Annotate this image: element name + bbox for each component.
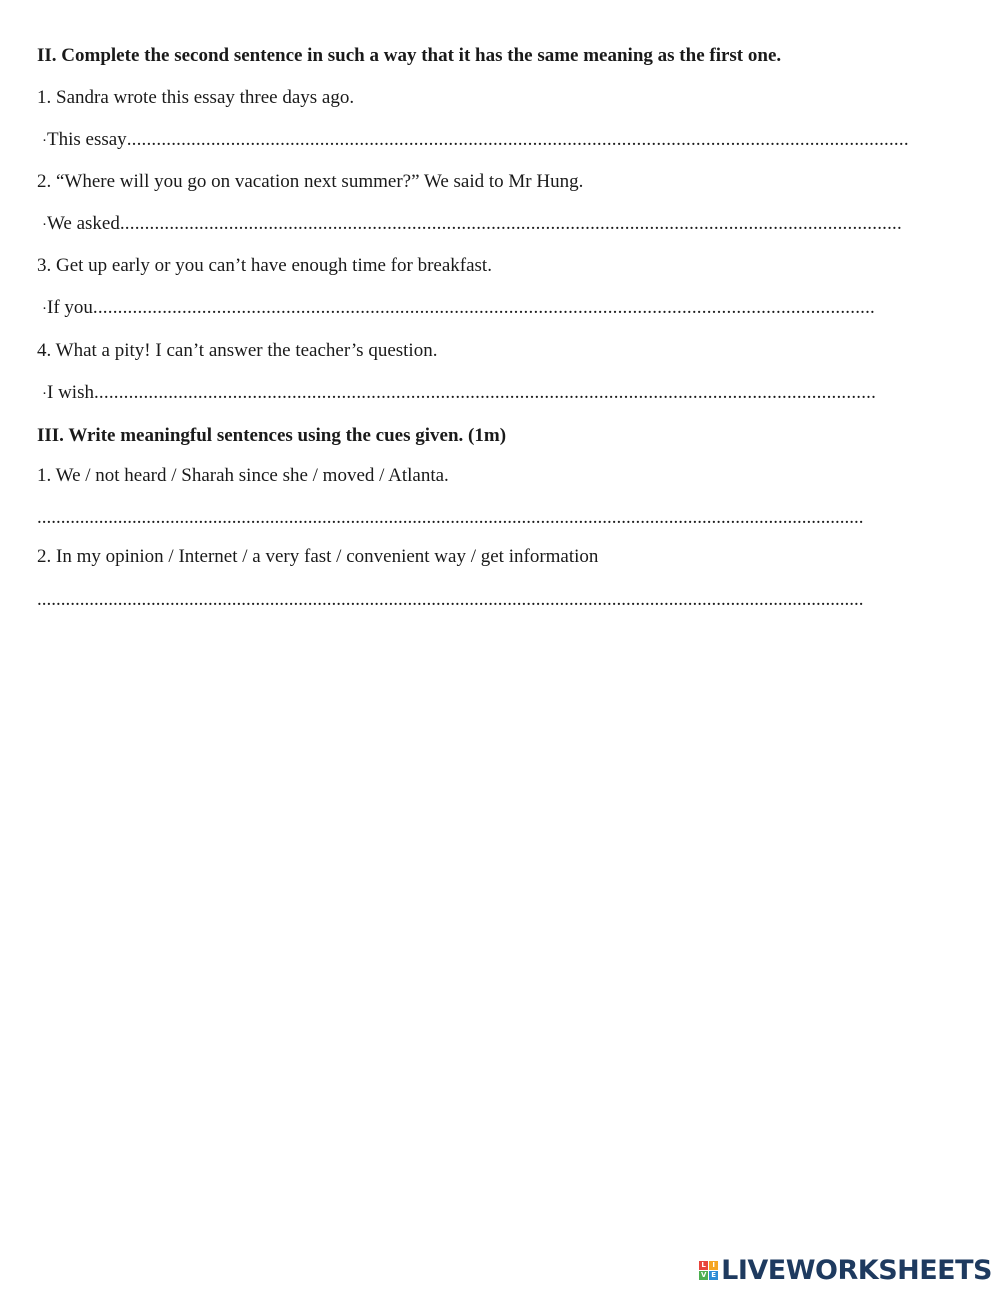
question-2-prompt: 2. “Where will you go on vacation next summer?” We said to Mr Hung. [37,171,584,192]
bullet-icon: · [42,386,47,402]
question-1-prompt: 1. Sandra wrote this essay three days ago. [37,87,355,108]
question-3-prompt: 3. Get up early or you can’t have enough time for breakfast. [37,255,492,276]
liveworksheets-logo[interactable] [699,1255,992,1285]
logo-square: E [709,1271,718,1280]
question-4-answer-input[interactable]: .............................................................................................................................................................. [93,382,877,403]
logo-square: L [699,1261,708,1270]
question-1-stem: This essay [47,129,127,150]
question-1-answer-input[interactable]: .............................................................................................................................................................. [126,129,909,150]
question-3-stem: If you [47,297,93,318]
bullet-icon: · [42,217,47,233]
logo-squares-icon [699,1261,718,1280]
bullet-icon: · [42,133,47,149]
question-2-stem: We asked [47,213,120,234]
question-2-answer-input[interactable]: .............................................................................................................................................................. [119,213,902,234]
question-3-answer-row [42,296,876,321]
question-3-answer-input[interactable]: .............................................................................................................................................................. [92,297,876,318]
question-2-answer-row [42,212,902,237]
cue-2-prompt: 2. In my opinion / Internet / a very fast / convenient way / get information [37,546,599,567]
logo-square: V [700,1270,707,1279]
logo-text: LIVEWORKSHEETS [721,1254,992,1286]
cue-1-answer-input[interactable]: .............................................................................................................................................................................. [37,507,864,528]
bullet-icon: · [42,301,47,317]
logo-square: I [709,1261,718,1270]
section-2-heading: II. Complete the second sentence in such a way that it has the same meaning as the first one. [37,45,782,66]
question-4-prompt: 4. What a pity! I can’t answer the teacher’s question. [37,340,438,361]
question-4-stem: I wish [47,382,94,403]
question-4-answer-row [42,381,877,406]
cue-2-answer-input[interactable]: .............................................................................................................................................................................. [37,589,864,610]
cue-1-prompt: 1. We / not heard / Sharah since she / moved / Atlanta. [37,465,449,486]
question-1-answer-row [42,128,909,153]
section-3-heading: III. Write meaningful sentences using the cues given. (1m) [37,425,507,446]
